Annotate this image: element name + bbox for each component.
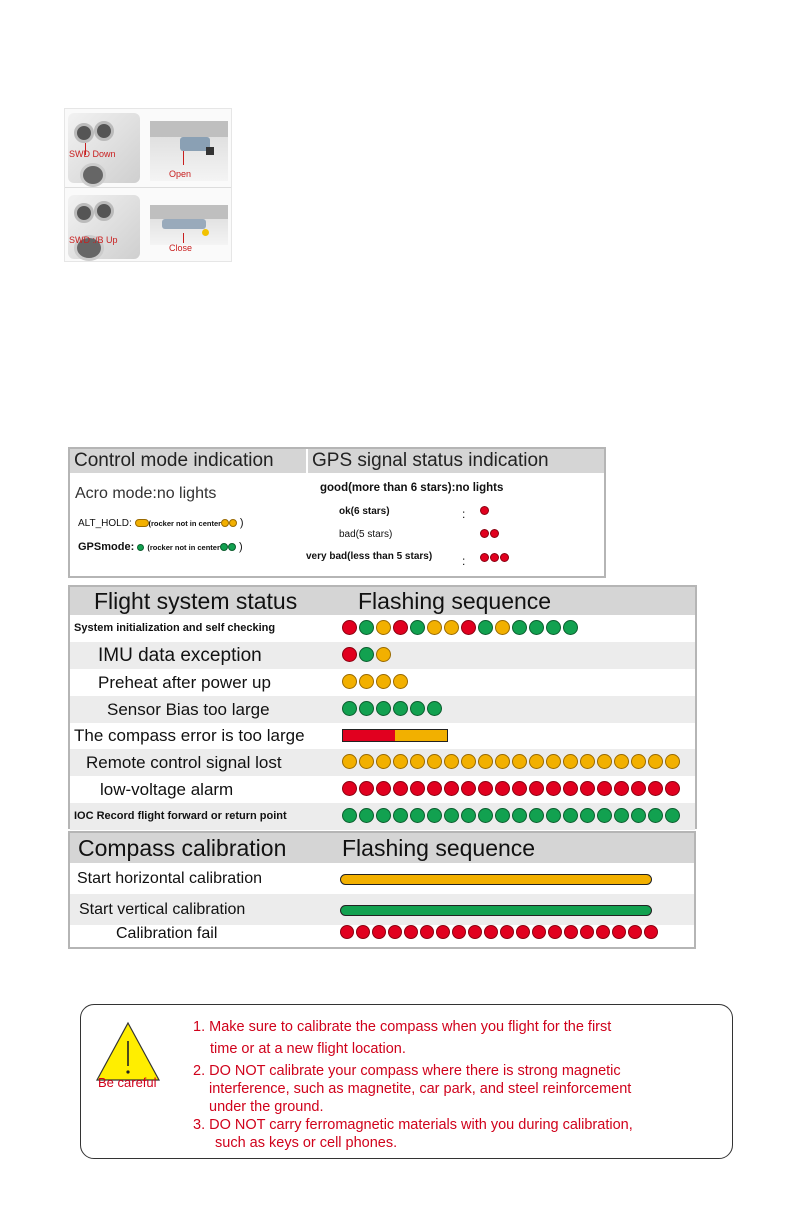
green-dot-icon <box>359 620 374 635</box>
green-dot-icon <box>359 808 374 823</box>
red-dot-icon <box>452 925 466 939</box>
yellow-dot-icon <box>427 754 442 769</box>
gps-signal-header: GPS signal status indication <box>308 449 604 473</box>
red-dot-icon <box>478 781 493 796</box>
arrow-icon <box>183 151 184 165</box>
caution-line-3: 2. DO NOT calibrate your compass where there is strong magnetic <box>193 1063 621 1079</box>
gps-mode-close-paren: ) <box>238 541 243 553</box>
green-dot-icon <box>359 701 374 716</box>
compass-calibration-col-header: Compass calibration <box>78 835 287 861</box>
photo-label-swd-up: SWD :/B Up <box>69 235 118 245</box>
yellow-dot-icon <box>393 674 408 689</box>
red-dot-icon <box>436 925 450 939</box>
table-row <box>70 921 694 947</box>
yellow-dot-icon <box>359 674 374 689</box>
green-dot-icon <box>359 647 374 662</box>
caution-line-6: 3. DO NOT carry ferromagnetic materials with you during calibration, <box>193 1117 633 1133</box>
yellow-dot-icon <box>614 754 629 769</box>
arrow-icon <box>183 233 184 243</box>
green-dot-icon <box>228 543 236 551</box>
red-dot-icon <box>342 781 357 796</box>
green-dot-icon <box>478 808 493 823</box>
yellow-dot-icon <box>444 754 459 769</box>
red-dot-icon <box>393 781 408 796</box>
switch-photos <box>64 108 232 262</box>
red-dot-icon <box>342 647 357 662</box>
yellow-dot-icon <box>512 754 527 769</box>
gps-ok-colon: : <box>462 507 466 521</box>
red-dot-icon <box>480 506 489 515</box>
yellow-dot-icon <box>342 754 357 769</box>
gps-bad-dots <box>480 529 499 538</box>
compass-table-header <box>70 833 694 863</box>
red-dot-icon <box>404 925 418 939</box>
red-dot-icon <box>500 925 514 939</box>
flashing-sequence <box>340 925 658 941</box>
table-row <box>70 722 695 749</box>
red-dot-icon <box>563 781 578 796</box>
table-row <box>70 615 695 642</box>
red-dot-icon <box>468 925 482 939</box>
green-dot-icon <box>137 544 144 551</box>
green-dot-icon <box>342 701 357 716</box>
caution-line-2: time or at a new flight location. <box>210 1041 406 1057</box>
caution-line-7: such as keys or cell phones. <box>215 1135 398 1151</box>
green-dot-icon <box>580 808 595 823</box>
caution-line-1: 1. Make sure to calibrate the compass when you flight for the first <box>193 1019 612 1035</box>
green-dot-icon <box>410 620 425 635</box>
table-row <box>70 696 695 723</box>
calibration-label: Start horizontal calibration <box>77 870 262 887</box>
red-dot-icon <box>420 925 434 939</box>
red-dot-icon <box>597 781 612 796</box>
red-dot-icon <box>596 925 610 939</box>
gps-very-bad-dots <box>480 553 509 562</box>
table-row <box>70 803 695 830</box>
red-dot-icon <box>516 925 530 939</box>
green-dot-icon <box>342 808 357 823</box>
table-row <box>70 642 695 669</box>
flashing-sequence <box>342 781 680 797</box>
flashing-sequence <box>342 754 680 770</box>
red-dot-icon <box>410 781 425 796</box>
red-dot-icon <box>480 553 489 562</box>
yellow-dot-icon <box>359 754 374 769</box>
control-mode-gps-panel <box>68 447 606 578</box>
yellow-dot-icon <box>444 620 459 635</box>
red-dot-icon <box>388 925 402 939</box>
green-dot-icon <box>410 808 425 823</box>
status-label: IMU data exception <box>98 645 262 666</box>
green-dot-icon <box>376 808 391 823</box>
gps-mode-label: GPSmode: <box>78 541 135 553</box>
green-dot-icon <box>220 543 228 551</box>
yellow-dot-icon <box>376 754 391 769</box>
yellow-dot-icon <box>221 519 229 527</box>
red-dot-icon <box>376 781 391 796</box>
red-dot-icon <box>393 620 408 635</box>
yellow-dot-icon <box>631 754 646 769</box>
green-dot-icon <box>512 620 527 635</box>
caution-box <box>80 1004 733 1159</box>
red-dot-icon <box>628 925 642 939</box>
green-dot-icon <box>410 701 425 716</box>
table-row <box>70 863 694 894</box>
green-dot-icon <box>529 808 544 823</box>
table-row <box>70 776 695 803</box>
alt-hold-label: ALT_HOLD: <box>78 518 132 529</box>
warning-triangle-icon <box>95 1021 161 1083</box>
flight-status-table <box>68 585 697 829</box>
gps-bad-text: bad(5 stars) <box>339 529 393 540</box>
control-mode-header: Control mode indication <box>70 449 306 473</box>
yellow-dot-icon <box>529 754 544 769</box>
red-dot-icon <box>631 781 646 796</box>
green-dot-icon <box>393 701 408 716</box>
red-dot-icon <box>356 925 370 939</box>
red-dot-icon <box>342 620 357 635</box>
green-dot-icon <box>427 701 442 716</box>
caution-line-4: interference, such as magnetite, car park, and steel reinforcement <box>209 1081 632 1097</box>
red-dot-icon <box>427 781 442 796</box>
red-dot-icon <box>500 553 509 562</box>
red-dot-icon <box>340 925 354 939</box>
red-yellow-bar-icon <box>342 729 448 742</box>
acro-mode-text: Acro mode:no lights <box>75 485 217 502</box>
red-dot-icon <box>359 781 374 796</box>
remote-photo-bottom <box>68 195 140 259</box>
red-dot-icon <box>612 925 626 939</box>
yellow-dot-icon <box>461 754 476 769</box>
green-dot-icon <box>495 808 510 823</box>
flashing-sequence <box>342 620 578 636</box>
red-dot-icon <box>580 781 595 796</box>
flight-table-header <box>70 587 695 615</box>
red-dot-icon <box>490 553 499 562</box>
green-dot-icon <box>427 808 442 823</box>
red-dot-icon <box>480 529 489 538</box>
yellow-dot-icon <box>410 754 425 769</box>
calibration-label: Start vertical calibration <box>79 901 246 918</box>
yellow-dot-icon <box>342 674 357 689</box>
green-dot-icon <box>631 808 646 823</box>
gps-good-text: good(more than 6 stars):no lights <box>320 482 504 494</box>
red-dot-icon <box>490 529 499 538</box>
red-dot-icon <box>644 925 658 939</box>
green-dot-icon <box>376 701 391 716</box>
table-row <box>70 749 695 776</box>
status-label: low-voltage alarm <box>100 780 234 799</box>
yellow-dot-icon <box>495 620 510 635</box>
red-dot-icon <box>614 781 629 796</box>
green-dot-icon <box>563 808 578 823</box>
caution-line-5: under the ground. <box>209 1099 324 1115</box>
yellow-dot-icon <box>393 754 408 769</box>
yellow-dot-icon <box>376 674 391 689</box>
yellow-dot-icon <box>478 754 493 769</box>
yellow-dot-icon <box>495 754 510 769</box>
red-dot-icon <box>564 925 578 939</box>
gps-mode-row <box>78 541 243 553</box>
flight-status-col-header: Flight system status <box>94 588 298 614</box>
yellow-dot-icon <box>597 754 612 769</box>
remote-photo-top <box>68 113 140 183</box>
yellow-dot-icon <box>665 754 680 769</box>
green-dot-icon <box>597 808 612 823</box>
green-dot-icon <box>529 620 544 635</box>
alt-hold-close-paren: ) <box>239 517 244 529</box>
yellow-dot-icon <box>546 754 561 769</box>
green-dot-icon <box>665 808 680 823</box>
yellow-dot-icon <box>648 754 663 769</box>
red-dot-icon <box>484 925 498 939</box>
gps-very-bad-text: very bad(less than 5 stars) <box>306 551 433 562</box>
alt-hold-row <box>78 517 244 529</box>
status-label: Remote control signal lost <box>86 753 282 772</box>
yellow-dot-icon <box>376 620 391 635</box>
be-careful-label: Be careful <box>98 1075 157 1090</box>
green-bar-icon <box>340 905 652 916</box>
status-label: Sensor Bias too large <box>107 700 270 719</box>
green-dot-icon <box>546 620 561 635</box>
green-dot-icon <box>512 808 527 823</box>
green-dot-icon <box>461 808 476 823</box>
green-dot-icon <box>614 808 629 823</box>
alt-hold-note: (rocker not in center <box>148 519 222 528</box>
red-dot-icon <box>461 781 476 796</box>
red-dot-icon <box>665 781 680 796</box>
red-dot-icon <box>548 925 562 939</box>
compass-flashing-sequence-col-header: Flashing sequence <box>342 835 536 861</box>
gps-very-bad-colon: : <box>462 554 466 568</box>
flashing-sequence <box>342 701 442 717</box>
photo-label-open: Open <box>169 169 192 179</box>
red-dot-icon <box>495 781 510 796</box>
flashing-sequence <box>342 674 408 690</box>
gps-ok-text: ok(6 stars) <box>339 506 390 517</box>
green-dot-icon <box>444 808 459 823</box>
red-dot-icon <box>444 781 459 796</box>
status-label: System initialization and self checking <box>74 622 276 634</box>
green-dot-icon <box>478 620 493 635</box>
red-dot-icon <box>529 781 544 796</box>
red-dot-icon <box>532 925 546 939</box>
green-dot-icon <box>648 808 663 823</box>
yellow-dot-icon <box>563 754 578 769</box>
flashing-sequence <box>342 808 680 824</box>
red-dot-icon <box>580 925 594 939</box>
gps-ok-dots <box>480 506 489 515</box>
yellow-bar-icon <box>340 874 652 885</box>
flashing-sequence-col-header: Flashing sequence <box>358 588 552 614</box>
gps-mode-note: (rocker not in center <box>147 543 220 552</box>
red-dot-icon <box>512 781 527 796</box>
status-label: The compass error is too large <box>74 726 305 745</box>
calibration-label: Calibration fail <box>116 925 218 942</box>
yellow-bar-icon <box>135 519 149 527</box>
photo-label-swd-down: SWD Down <box>69 149 116 159</box>
table-row <box>70 669 695 696</box>
green-dot-icon <box>393 808 408 823</box>
status-label: Preheat after power up <box>98 673 271 692</box>
red-dot-icon <box>546 781 561 796</box>
yellow-dot-icon <box>229 519 237 527</box>
red-dot-icon <box>372 925 386 939</box>
status-label: IOC Record flight forward or return point <box>74 810 287 822</box>
compass-calibration-table <box>68 831 696 949</box>
gimbal-photo-bottom <box>150 205 228 245</box>
red-dot-icon <box>648 781 663 796</box>
green-dot-icon <box>546 808 561 823</box>
photo-label-close: Close <box>169 243 193 253</box>
yellow-dot-icon <box>427 620 442 635</box>
green-dot-icon <box>563 620 578 635</box>
flashing-sequence <box>342 647 391 663</box>
yellow-dot-icon <box>580 754 595 769</box>
yellow-dot-icon <box>376 647 391 662</box>
red-dot-icon <box>461 620 476 635</box>
